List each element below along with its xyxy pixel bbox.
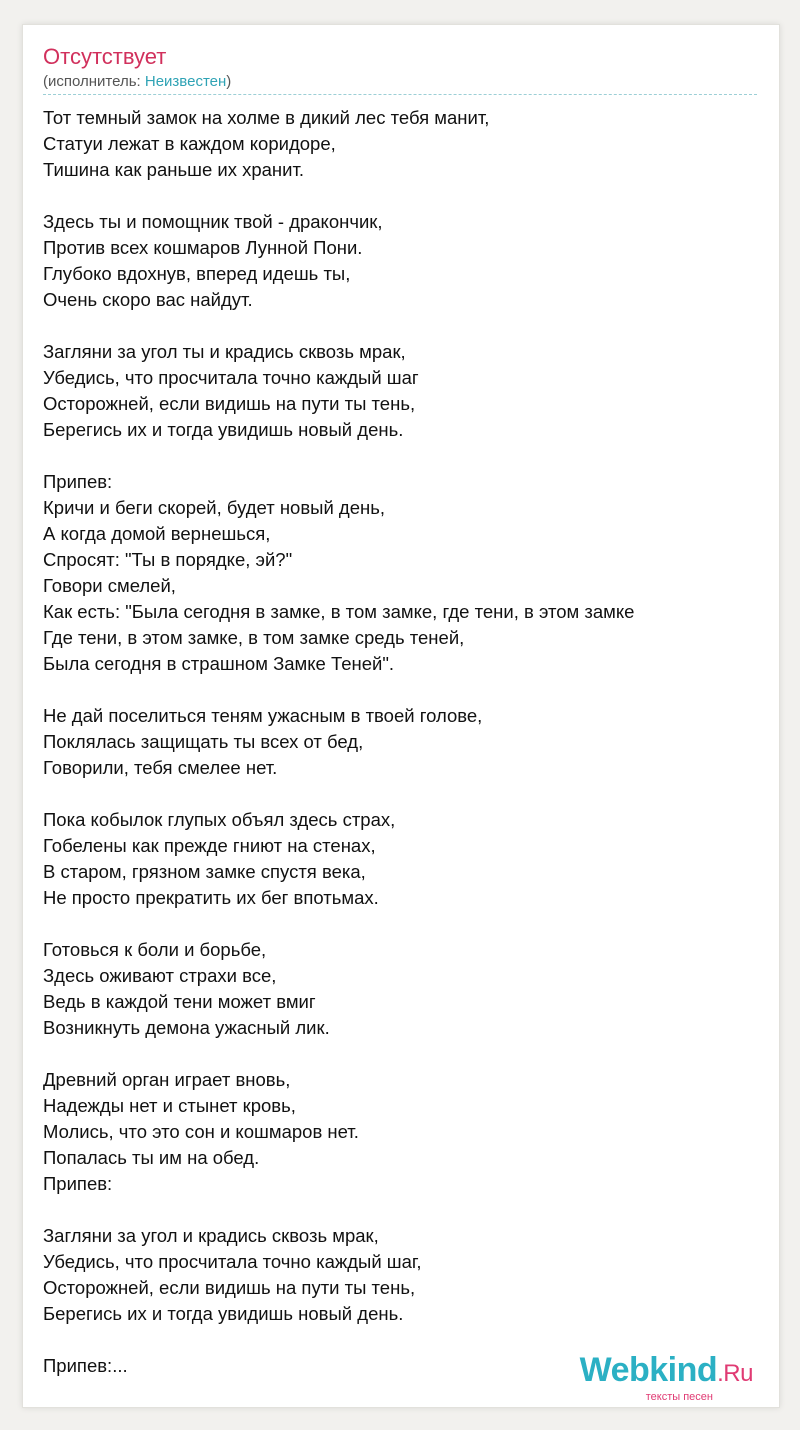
lyric-line: Против всех кошмаров Лунной Пони. [43, 237, 363, 258]
lyric-line: Пока кобылок глупых объял здесь страх, [43, 809, 396, 830]
logo-wordmark [580, 1353, 753, 1391]
lyric-line: Берегись их и тогда увидишь новый день. [43, 419, 404, 440]
lyric-line: Кричи и беги скорей, будет новый день, [43, 497, 386, 518]
lyric-line: Молись, что это сон и кошмаров нет. [43, 1121, 359, 1142]
lyric-line: Надежды нет и стынет кровь, [43, 1095, 296, 1116]
lyric-line: Возникнуть демона ужасный лик. [43, 1017, 330, 1038]
lyrics-stanza [43, 807, 763, 911]
lyric-line: Не просто прекратить их бег впотьмах. [43, 887, 379, 908]
lyric-line: Ведь в каждой тени может вмиг [43, 991, 316, 1012]
song-title: Отсутствует [43, 44, 167, 69]
lyric-line: Готовься к боли и борьбе, [43, 939, 267, 960]
site-logo[interactable] [580, 1353, 753, 1403]
lyrics-body [43, 105, 763, 1405]
lyric-line: Древний орган играет вновь, [43, 1069, 291, 1090]
lyric-line: Осторожней, если видишь на пути ты тень, [43, 1277, 416, 1298]
lyric-line: Берегись их и тогда увидишь новый день. [43, 1303, 404, 1324]
lyric-line: Как есть: "Была сегодня в замке, в том замке, где тени, в этом замке [43, 601, 635, 622]
lyrics-stanza [43, 703, 763, 781]
performer-prefix: (исполнитель: [43, 73, 145, 90]
lyric-line: Осторожней, если видишь на пути ты тень, [43, 393, 416, 414]
performer-line [43, 73, 231, 91]
performer-suffix: ) [226, 73, 232, 90]
lyric-line: Попалась ты им на обед. [43, 1147, 260, 1168]
lyric-line: Здесь ты и помощник твой - дракончик, [43, 211, 383, 232]
lyrics-stanza [43, 105, 763, 183]
lyrics-stanza [43, 1067, 763, 1197]
lyric-line: Убедись, что просчитала точно каждый шаг [43, 367, 419, 388]
lyric-line: Припев: [43, 1173, 113, 1194]
lyric-line: Глубоко вдохнув, вперед идешь ты, [43, 263, 351, 284]
lyric-line: Статуи лежат в каждом коридоре, [43, 133, 336, 154]
lyrics-stanza [43, 209, 763, 313]
lyric-line: Была сегодня в страшном Замке Теней". [43, 653, 395, 674]
logo-tagline: тексты песен [645, 1391, 713, 1403]
lyric-line: Очень скоро вас найдут. [43, 289, 253, 310]
lyrics-stanza [43, 469, 763, 677]
lyrics-card [22, 24, 780, 1408]
lyrics-stanza [43, 1223, 763, 1327]
lyric-line: Говорили, тебя смелее нет. [43, 757, 278, 778]
logo-name: Webkind [579, 1351, 718, 1389]
lyric-line: А когда домой вернешься, [43, 523, 271, 544]
lyric-line: Загляни за угол и крадись сквозь мрак, [43, 1225, 379, 1246]
lyric-line: Тишина как раньше их хранит. [43, 159, 305, 180]
lyric-line: Не дай поселиться теням ужасным в твоей голове, [43, 705, 483, 726]
lyric-line: Спросят: "Ты в порядке, эй?" [43, 549, 293, 570]
lyric-line: Здесь оживают страхи все, [43, 965, 277, 986]
lyric-line: Припев:... [43, 1355, 128, 1376]
lyric-line: Убедись, что просчитала точно каждый шаг, [43, 1251, 422, 1272]
logo-tld: .Ru [717, 1360, 753, 1387]
lyric-line: Загляни за угол ты и крадись сквозь мрак, [43, 341, 406, 362]
lyrics-stanza [43, 937, 763, 1041]
artist-link[interactable]: Неизвестен [144, 73, 227, 90]
lyrics-stanza [43, 339, 763, 443]
lyric-line: Поклялась защищать ты всех от бед, [43, 731, 364, 752]
lyric-line: Гобелены как прежде гниют на стенах, [43, 835, 376, 856]
lyric-line: В старом, грязном замке спустя века, [43, 861, 366, 882]
lyric-line: Припев: [43, 471, 113, 492]
lyric-line: Говори смелей, [43, 575, 176, 596]
lyric-line: Где тени, в этом замке, в том замке средь теней, [43, 627, 465, 648]
lyric-line: Тот темный замок на холме в дикий лес тебя манит, [43, 107, 490, 128]
header-divider [43, 94, 757, 95]
